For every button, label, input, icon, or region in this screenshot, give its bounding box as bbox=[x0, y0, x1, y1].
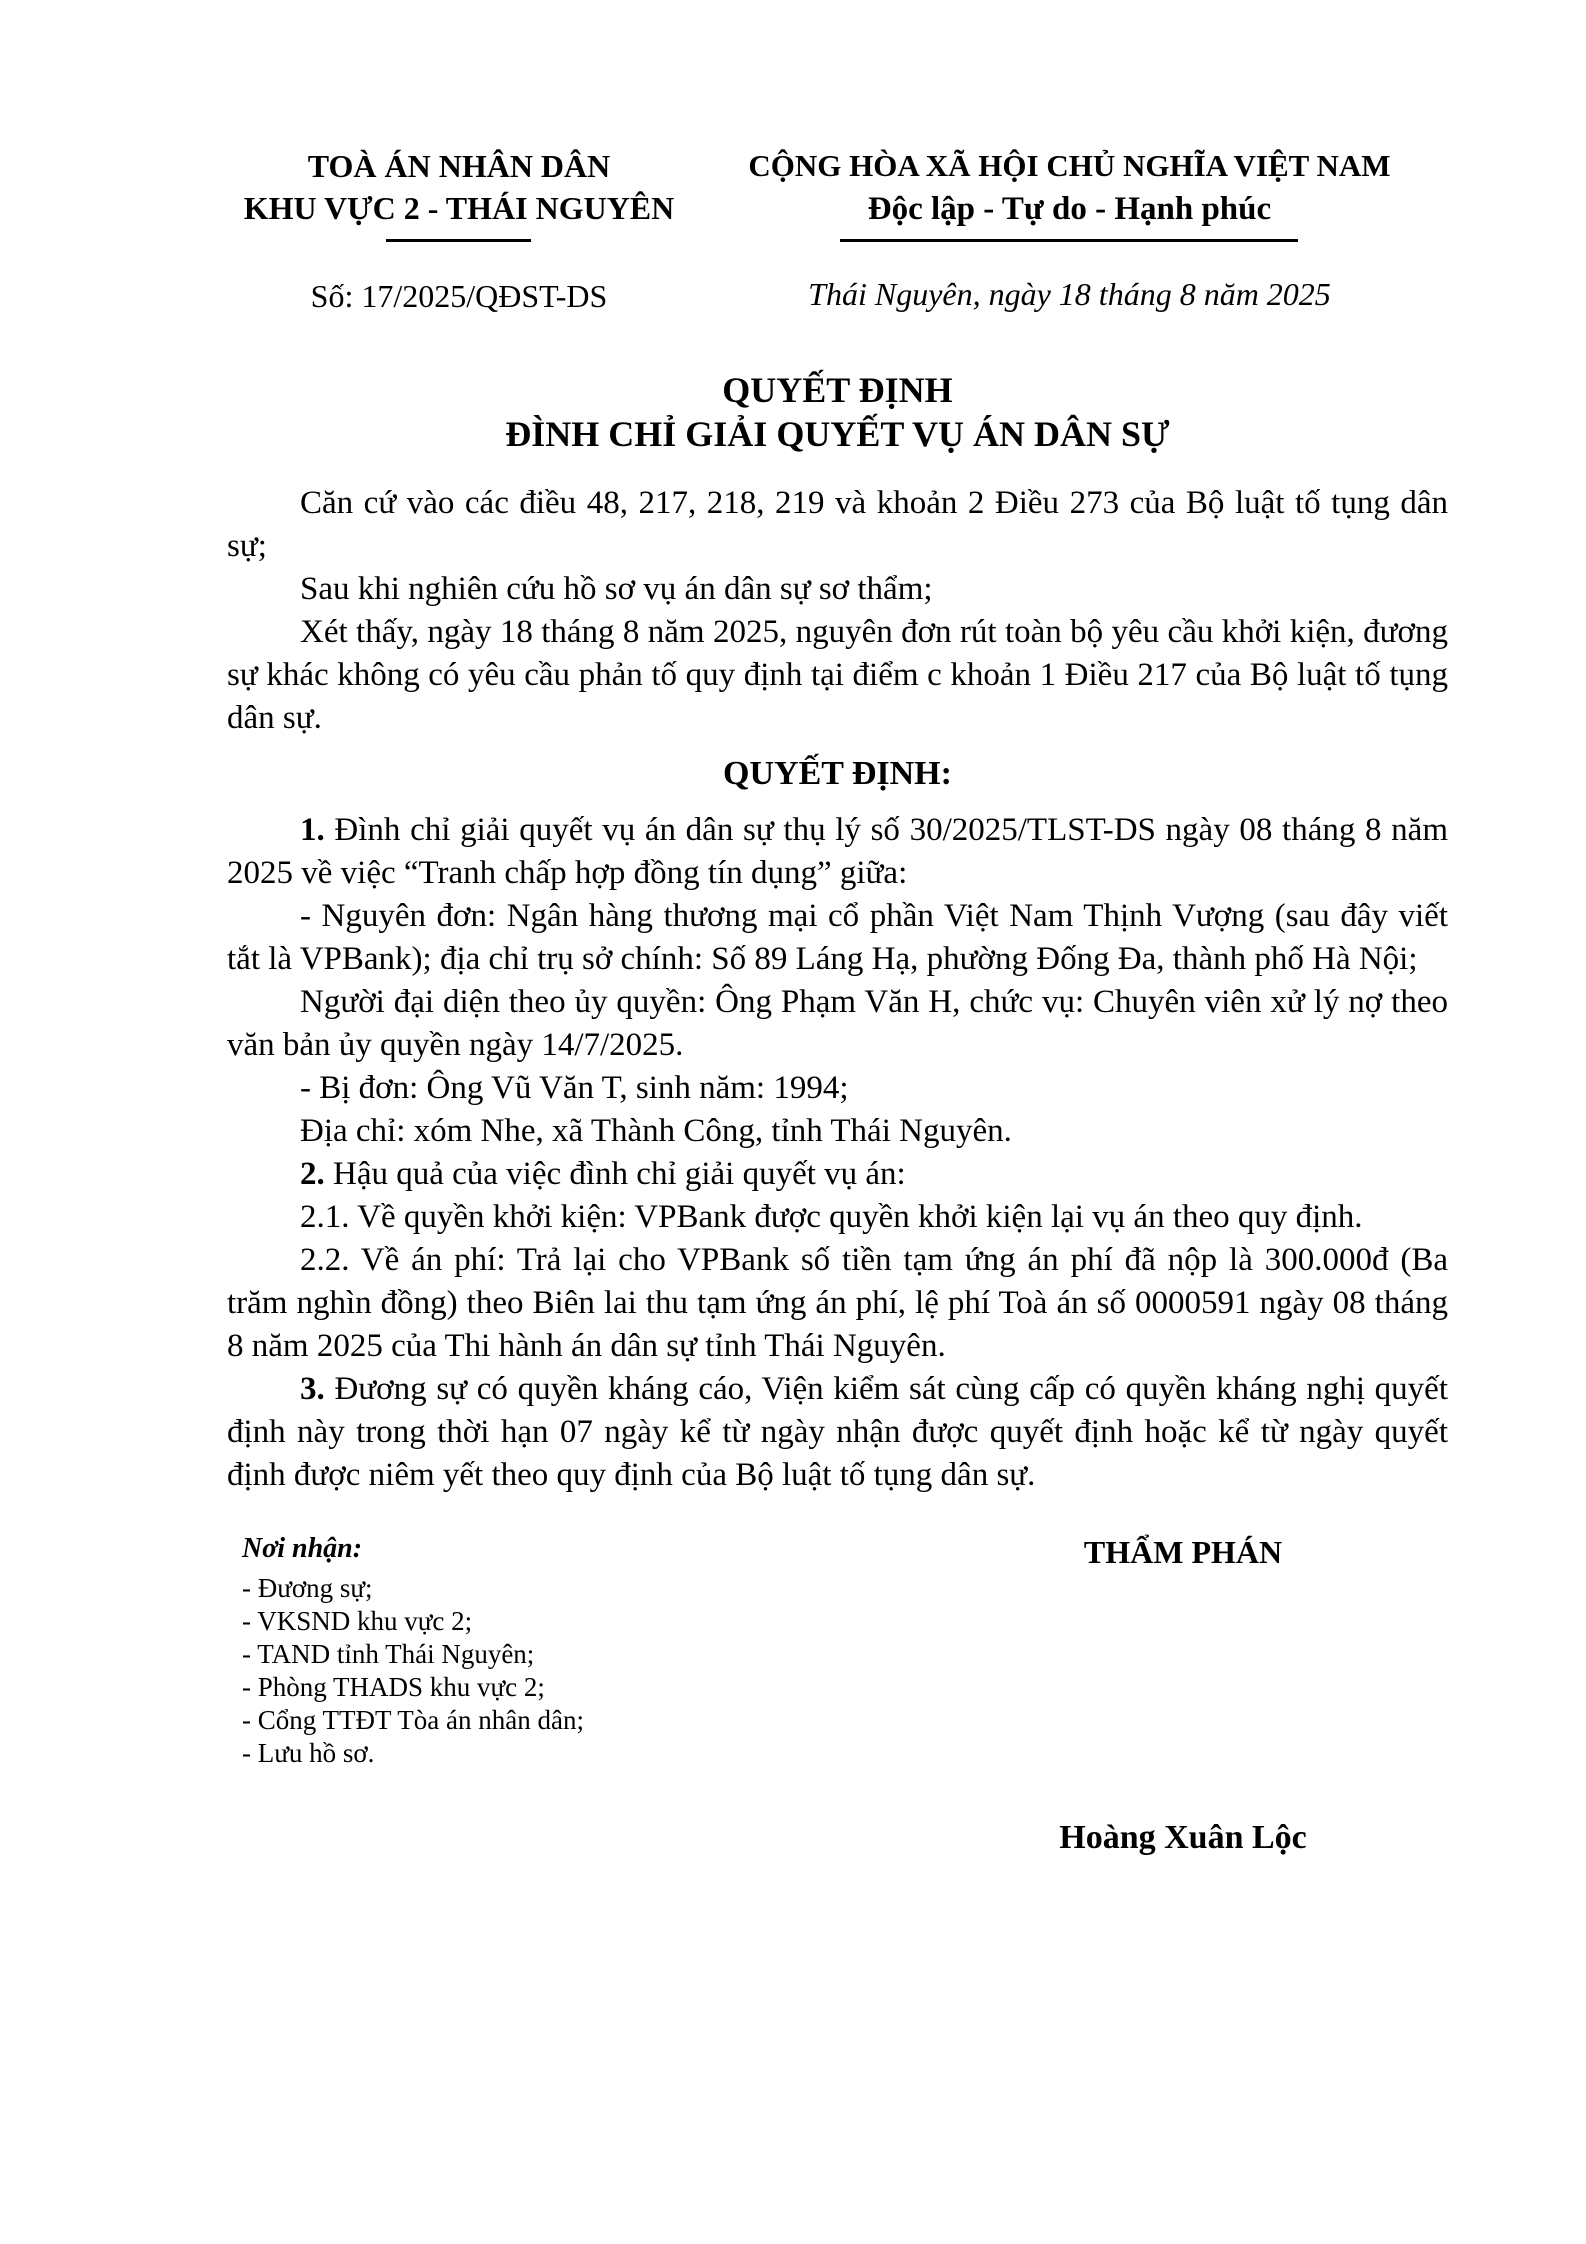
decision-text: 2.2. Về án phí: Trả lại cho VPBank số tiền tạm ứng án phí đã nộp là 300.000đ (Ba trăm nghìn đồng) theo Biên lai thu tạm ứng án phí, lệ phí Toà án số 0000591 ngày 08 tháng 8 năm 2025 của Thi hành án dân sự tỉnh Thái Nguyên. bbox=[227, 1242, 1448, 1364]
decision-paragraph bbox=[227, 1110, 1448, 1153]
decision-number: 2. bbox=[300, 1156, 333, 1192]
preamble-text: Xét thấy, ngày 18 tháng 8 năm 2025, nguyên đơn rút toàn bộ yêu cầu khởi kiện, đương sự khác không có yêu cầu phản tố quy định tại điểm c khoản 1 Điều 217 của Bộ luật tố tụng dân sự. bbox=[227, 614, 1448, 736]
court-name-line1: TOÀ ÁN NHÂN DÂN bbox=[307, 148, 611, 184]
document-footer bbox=[227, 1532, 1448, 1859]
preamble-paragraph bbox=[227, 568, 1448, 611]
court-name-line2: KHU VỰC 2 - THÁI NGUYÊN bbox=[243, 190, 675, 226]
preamble-paragraph bbox=[227, 482, 1448, 568]
republic-motto: Độc lập - Tự do - Hạnh phúc bbox=[867, 191, 1272, 227]
decision-text: Đình chỉ giải quyết vụ án dân sự thụ lý số 30/2025/TLST-DS ngày 08 tháng 8 năm 2025 về việc “Tranh chấp hợp đồng tín dụng” giữa: bbox=[227, 812, 1448, 891]
decision-text: Đương sự có quyền kháng cáo, Viện kiểm sát cùng cấp có quyền kháng nghị quyết định này trong thời hạn 07 ngày kể từ ngày nhận được quyết định hoặc kể từ ngày quyết định được niêm yết theo quy định của Bộ luật tố tụng dân sự. bbox=[227, 1371, 1449, 1493]
title-line1: QUYẾT ĐỊNH bbox=[722, 370, 953, 410]
signer-name: Hoàng Xuân Lộc bbox=[1059, 1819, 1307, 1856]
signature-block bbox=[933, 1532, 1433, 1859]
decision-text: Người đại diện theo ủy quyền: Ông Phạm Văn H, chức vụ: Chuyên viên xử lý nợ theo văn bản ủy quyền ngày 14/7/2025. bbox=[227, 984, 1448, 1063]
republic-name: CỘNG HÒA XÃ HỘI CHỦ NGHĨA VIỆT NAM bbox=[748, 148, 1391, 183]
document-body bbox=[227, 482, 1448, 1497]
decision-paragraph bbox=[227, 1067, 1448, 1110]
title-line2: ĐÌNH CHỈ GIẢI QUYẾT VỤ ÁN DÂN SỰ bbox=[505, 414, 1170, 454]
decision-text: Địa chỉ: xóm Nhe, xã Thành Công, tỉnh Thái Nguyên. bbox=[300, 1113, 1012, 1149]
recipients-heading: Nơi nhận: bbox=[242, 1533, 363, 1564]
decision-text: Hậu quả của việc đình chỉ giải quyết vụ án: bbox=[333, 1156, 906, 1192]
preamble-text: Sau khi nghiên cứu hồ sơ vụ án dân sự sơ thẩm; bbox=[300, 571, 933, 607]
motto-underline bbox=[840, 239, 1298, 242]
document-title bbox=[227, 368, 1448, 456]
preamble-text: Căn cứ vào các điều 48, 217, 218, 219 và khoản 2 Điều 273 của Bộ luật tố tụng dân sự; bbox=[227, 485, 1448, 564]
decision-text: - Bị đơn: Ông Vũ Văn T, sinh năm: 1994; bbox=[300, 1070, 849, 1106]
decision-text: - Nguyên đơn: Ngân hàng thương mại cổ phần Việt Nam Thịnh Vượng (sau đây viết tắt là VPBank); địa chỉ trụ sở chính: Số 89 Láng Hạ, phường Đống Đa, thành phố Hà Nội; bbox=[227, 898, 1448, 977]
decision-number: 1. bbox=[300, 812, 335, 848]
recipient-item: - Đương sự; bbox=[242, 1573, 373, 1603]
national-motto-block bbox=[691, 145, 1448, 318]
decision-paragraph bbox=[227, 1196, 1448, 1239]
decision-section-heading: QUYẾT ĐỊNH: bbox=[723, 755, 952, 792]
signer-title: THẨM PHÁN bbox=[1083, 1534, 1283, 1570]
document-header bbox=[227, 145, 1448, 318]
decision-paragraph bbox=[227, 981, 1448, 1067]
preamble-paragraph bbox=[227, 611, 1448, 740]
recipient-item: - TAND tỉnh Thái Nguyên; bbox=[242, 1639, 535, 1669]
recipient-item: - Lưu hồ sơ. bbox=[242, 1738, 375, 1768]
recipient-item: - VKSND khu vực 2; bbox=[242, 1606, 473, 1636]
recipients-block bbox=[227, 1532, 933, 1859]
decision-paragraph bbox=[227, 895, 1448, 981]
court-name-underline bbox=[386, 239, 531, 242]
recipient-item: - Cổng TTĐT Tòa án nhân dân; bbox=[242, 1705, 584, 1735]
issuing-court-block bbox=[227, 145, 691, 318]
decision-text: 2.1. Về quyền khởi kiện: VPBank được quyền khởi kiện lại vụ án theo quy định. bbox=[300, 1199, 1363, 1235]
recipient-item: - Phòng THADS khu vực 2; bbox=[242, 1672, 545, 1702]
place-and-date: Thái Nguyên, ngày 18 tháng 8 năm 2025 bbox=[808, 276, 1331, 312]
decision-paragraph bbox=[227, 1368, 1448, 1497]
document-number: Số: 17/2025/QĐST-DS bbox=[310, 278, 608, 314]
decision-paragraph bbox=[227, 1153, 1448, 1196]
decision-number: 3. bbox=[300, 1371, 335, 1407]
decision-paragraph bbox=[227, 809, 1448, 895]
decision-paragraph bbox=[227, 1239, 1448, 1368]
